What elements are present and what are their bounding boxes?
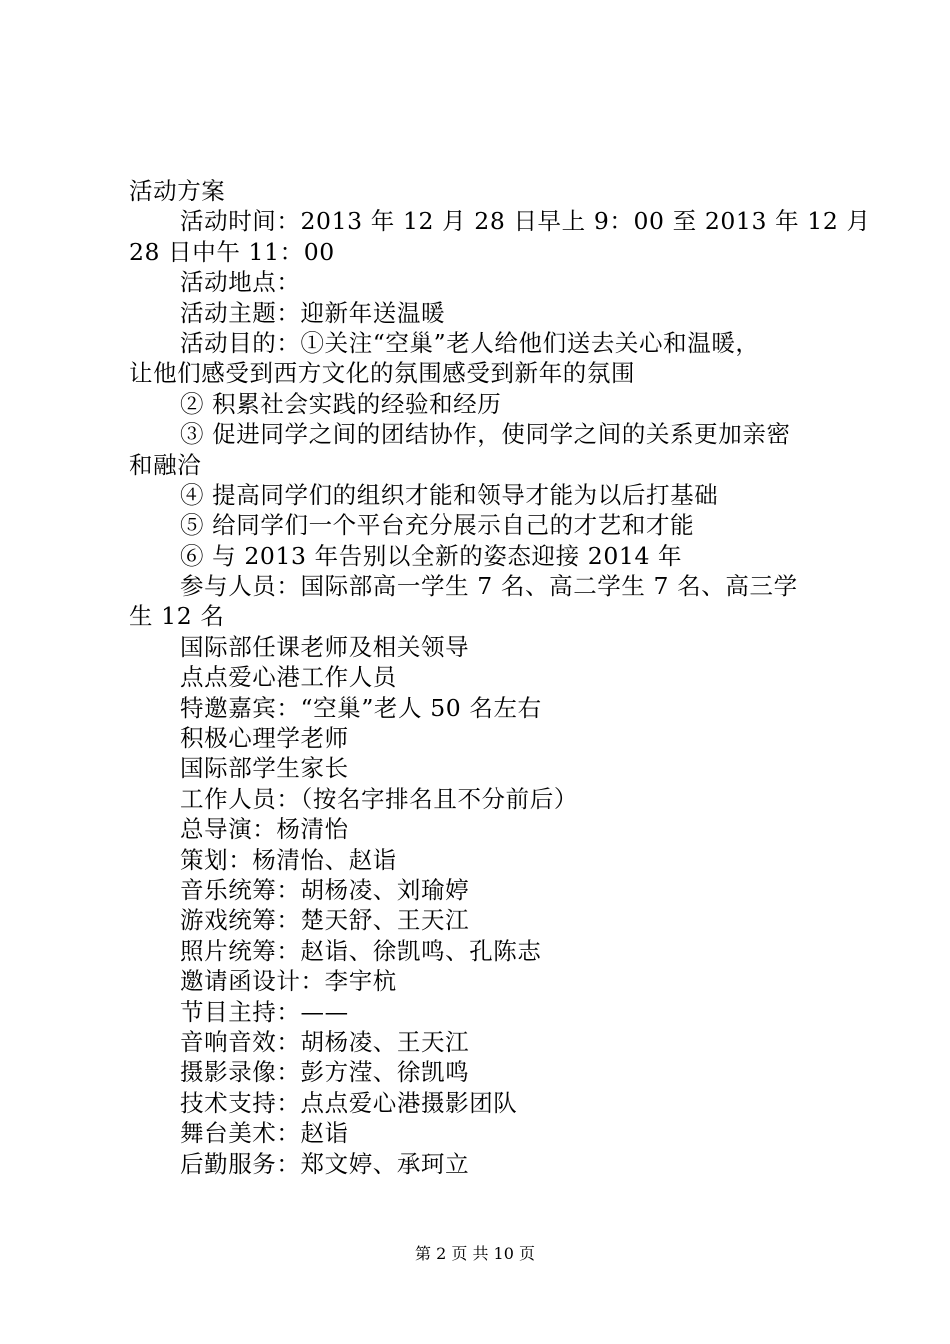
document-line: ② 积累社会实践的经验和经历 [180, 389, 502, 418]
document-line: ④ 提高同学们的组织才能和领导才能为以后打基础 [180, 480, 719, 509]
document-line: 活动地点： [180, 268, 301, 297]
document-line: 生 12 名 [129, 602, 225, 631]
document-line: 技术支持：点点爱心港摄影团队 [180, 1088, 518, 1117]
document-line: 28 日中午 11：00 [129, 237, 335, 266]
document-line: ③ 促进同学之间的团结协作，使同学之间的关系更加亲密 [180, 420, 791, 449]
document-line: 活动时间：2013 年 12 月 28 日早上 9：00 至 2013 年 12 月 [180, 207, 871, 236]
document-line: 照片统筹：赵诣、徐凯鸣、孔陈志 [180, 936, 542, 965]
document-line: 后勤服务：郑文婷、承珂立 [180, 1149, 470, 1178]
document-line: ⑥ 与 2013 年告别以全新的姿态迎接 2014 年 [180, 541, 683, 570]
document-line: 活动主题：迎新年送温暖 [180, 298, 446, 327]
document-line: 邀请函设计：李宇杭 [180, 967, 397, 996]
document-body [129, 176, 871, 1179]
document-line: 国际部学生家长 [180, 754, 349, 783]
document-line: 和融洽 [129, 450, 202, 479]
document-line: 音乐统筹：胡杨凌、刘瑜婷 [180, 875, 470, 904]
document-line: 活动目的：①关注“空巢”老人给他们送去关心和温暖， [180, 328, 760, 357]
document-line: 舞台美术：赵诣 [180, 1119, 349, 1148]
document-line: 摄影录像：彭方滢、徐凯鸣 [180, 1058, 470, 1087]
document-line: 点点爱心港工作人员 [180, 663, 397, 692]
document-line: 特邀嘉宾：“空巢”老人 50 名左右 [180, 693, 542, 722]
document-line: 让他们感受到西方文化的氛围感受到新年的氛围 [129, 359, 636, 388]
document-line: ⑤ 给同学们一个平台充分展示自己的才艺和才能 [180, 511, 695, 540]
document-line: 参与人员：国际部高一学生 7 名、高二学生 7 名、高三学 [180, 572, 798, 601]
document-line: 策划：杨清怡、赵诣 [180, 845, 397, 874]
document-line: 节目主持：—— [180, 997, 349, 1026]
document-line: 工作人员：（按名字排名且不分前后） [180, 784, 578, 813]
document-line: 音响音效：胡杨凌、王天江 [180, 1027, 470, 1056]
document-line: 活动方案 [129, 177, 226, 205]
page-footer: 第 2 页 共 10 页 [415, 1244, 535, 1263]
document-line: 总导演：杨清怡 [180, 815, 349, 844]
document-line: 国际部任课老师及相关领导 [180, 632, 470, 661]
document-line: 积极心理学老师 [180, 724, 349, 753]
document-line: 游戏统筹：楚天舒、王天江 [180, 906, 470, 935]
